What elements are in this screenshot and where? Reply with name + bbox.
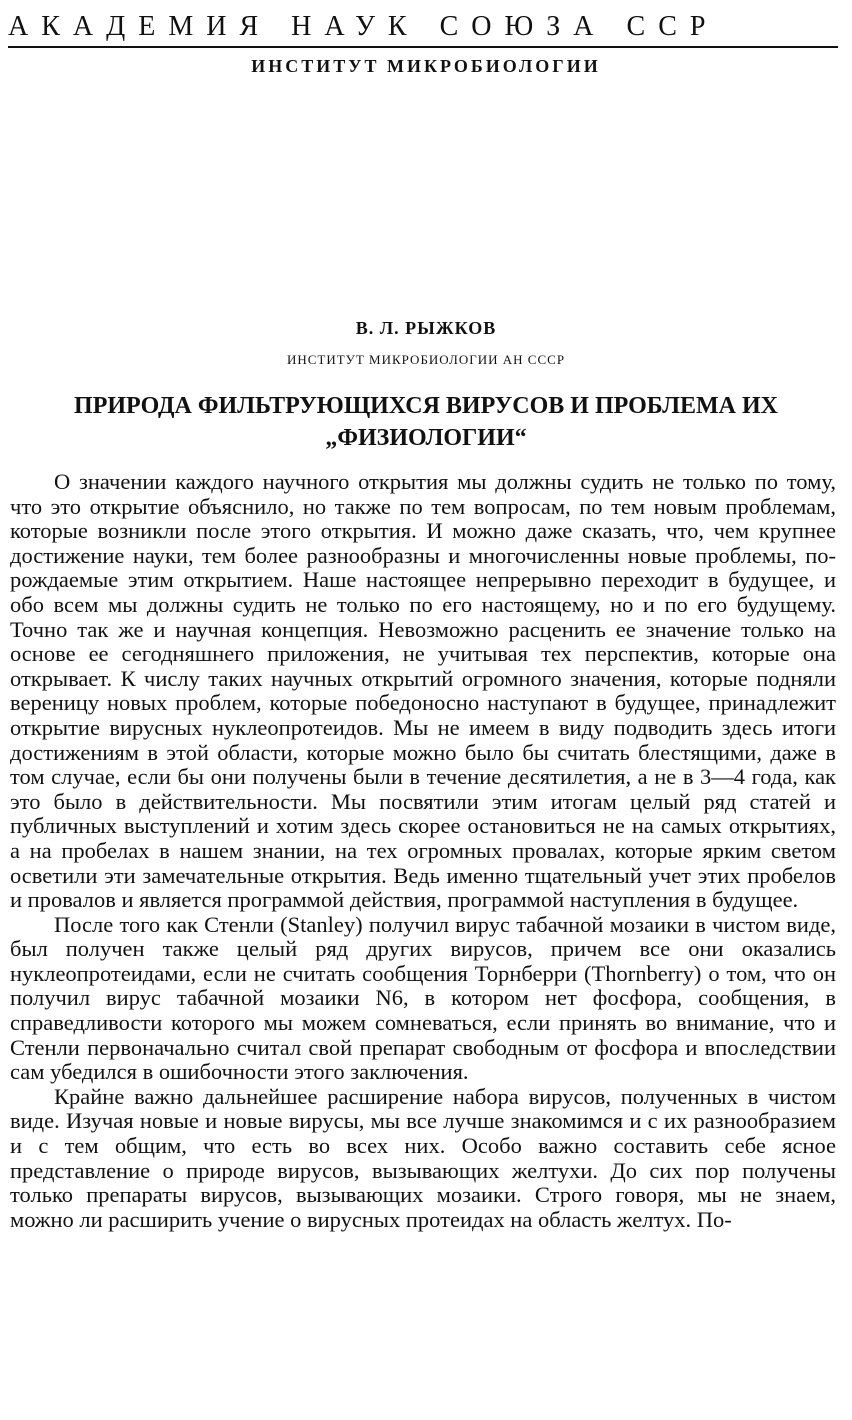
paragraph-3: Крайне важно дальнейшее расширение набора вирусов, полученных в чистом виде. Изучая новые и новые вирусы, мы все лучше знакомимся и с их разнообразием и с тем общим, что есть во всех них. Особо важно составить себе ясное представление о природе вирусов, вызывающих желтухи. До сих пор получены только препараты вирусов, вызывающих мозаики. Строго говоря, мы не знаем, можно ли расширить учение о вирусных протеидах на область желтух. По-: [10, 1083, 836, 1232]
article-title: [30, 390, 822, 454]
title-line-2: „ФИЗИОЛОГИИ“: [325, 425, 527, 451]
academy-name: АКАДЕМИЯ НАУК СОЮЗА ССР: [8, 11, 719, 42]
article-body: [10, 470, 836, 1232]
title-line-1: ПРИРОДА ФИЛЬТРУЮЩИХСЯ ВИРУСОВ И ПРОБЛЕМА ИХ: [74, 393, 778, 419]
author-name: В. Л. РЫЖКОВ: [355, 318, 497, 338]
paragraph-1: О значении каждого научного открытия мы должны судить не только по тому, что это открытие объяснило, но также по тем вопросам, по тем новым проблемам, которые возникли после этого открытия. И можно даже сказать, что, чем крупнее достижение науки, тем более разнообразны и многочисленны новые проблемы, порождаемые этим открытием. Наше настоящее непрерывно переходит в будущее, и обо всем мы должны судить не только по его настоящему, но и по его будущему. Точно так же и научная концепция. Невозможно расценить ее значение только на основе ее сегодняшнего приложения, не учитывая тех перспектив, которые она открывает. К числу таких научных открытий огромного значения, которые подняли вереницу новых проблем, которые победоносно наступают в будущее, принадлежит открытие вирусных нуклеопротеидов. Мы не имеем в виду подводить здесь итоги достижениям в этой области, которые можно было бы считать блестящими, даже в том случае, если бы они получены были в течение десятилетия, а не в 3—4 года, как это было в действительности. Мы посвятили этим итогам целый ряд статей и публичных выступлений и хотим здесь скорее остановиться не на самых открытиях, а на пробелах в нашем знании, на тех огромных провалах, которые ярким светом осветили эти замечательные открытия. Ведь именно тщательный учет этих пробелов и провалов и является программой действия, программой наступления в будущее.: [10, 469, 836, 913]
academy-header: [8, 10, 838, 48]
paragraph-2: После того как Стенли (Stanley) получил вирус табачной мозаики в чистом виде, был получен также целый ряд других вирусов, причем все они оказались нуклеопротеидами, если не считать сообщения Торнберри (Thornberry) о том, что он получил вирус табачной мозаики N6, в котором нет фосфора, сообщения, в справедливости которого мы можем сомневаться, если принять во внимание, что и Стенли первоначально считал свой препарат свободным от фосфора и впоследствии сам убедился в ошибочности этого заключения.: [10, 911, 836, 1085]
institute-name: ИНСТИТУТ МИКРОБИОЛОГИИ: [251, 56, 601, 76]
author-affiliation: ИНСТИТУТ МИКРОБИОЛОГИИ АН СССР: [286, 352, 566, 367]
